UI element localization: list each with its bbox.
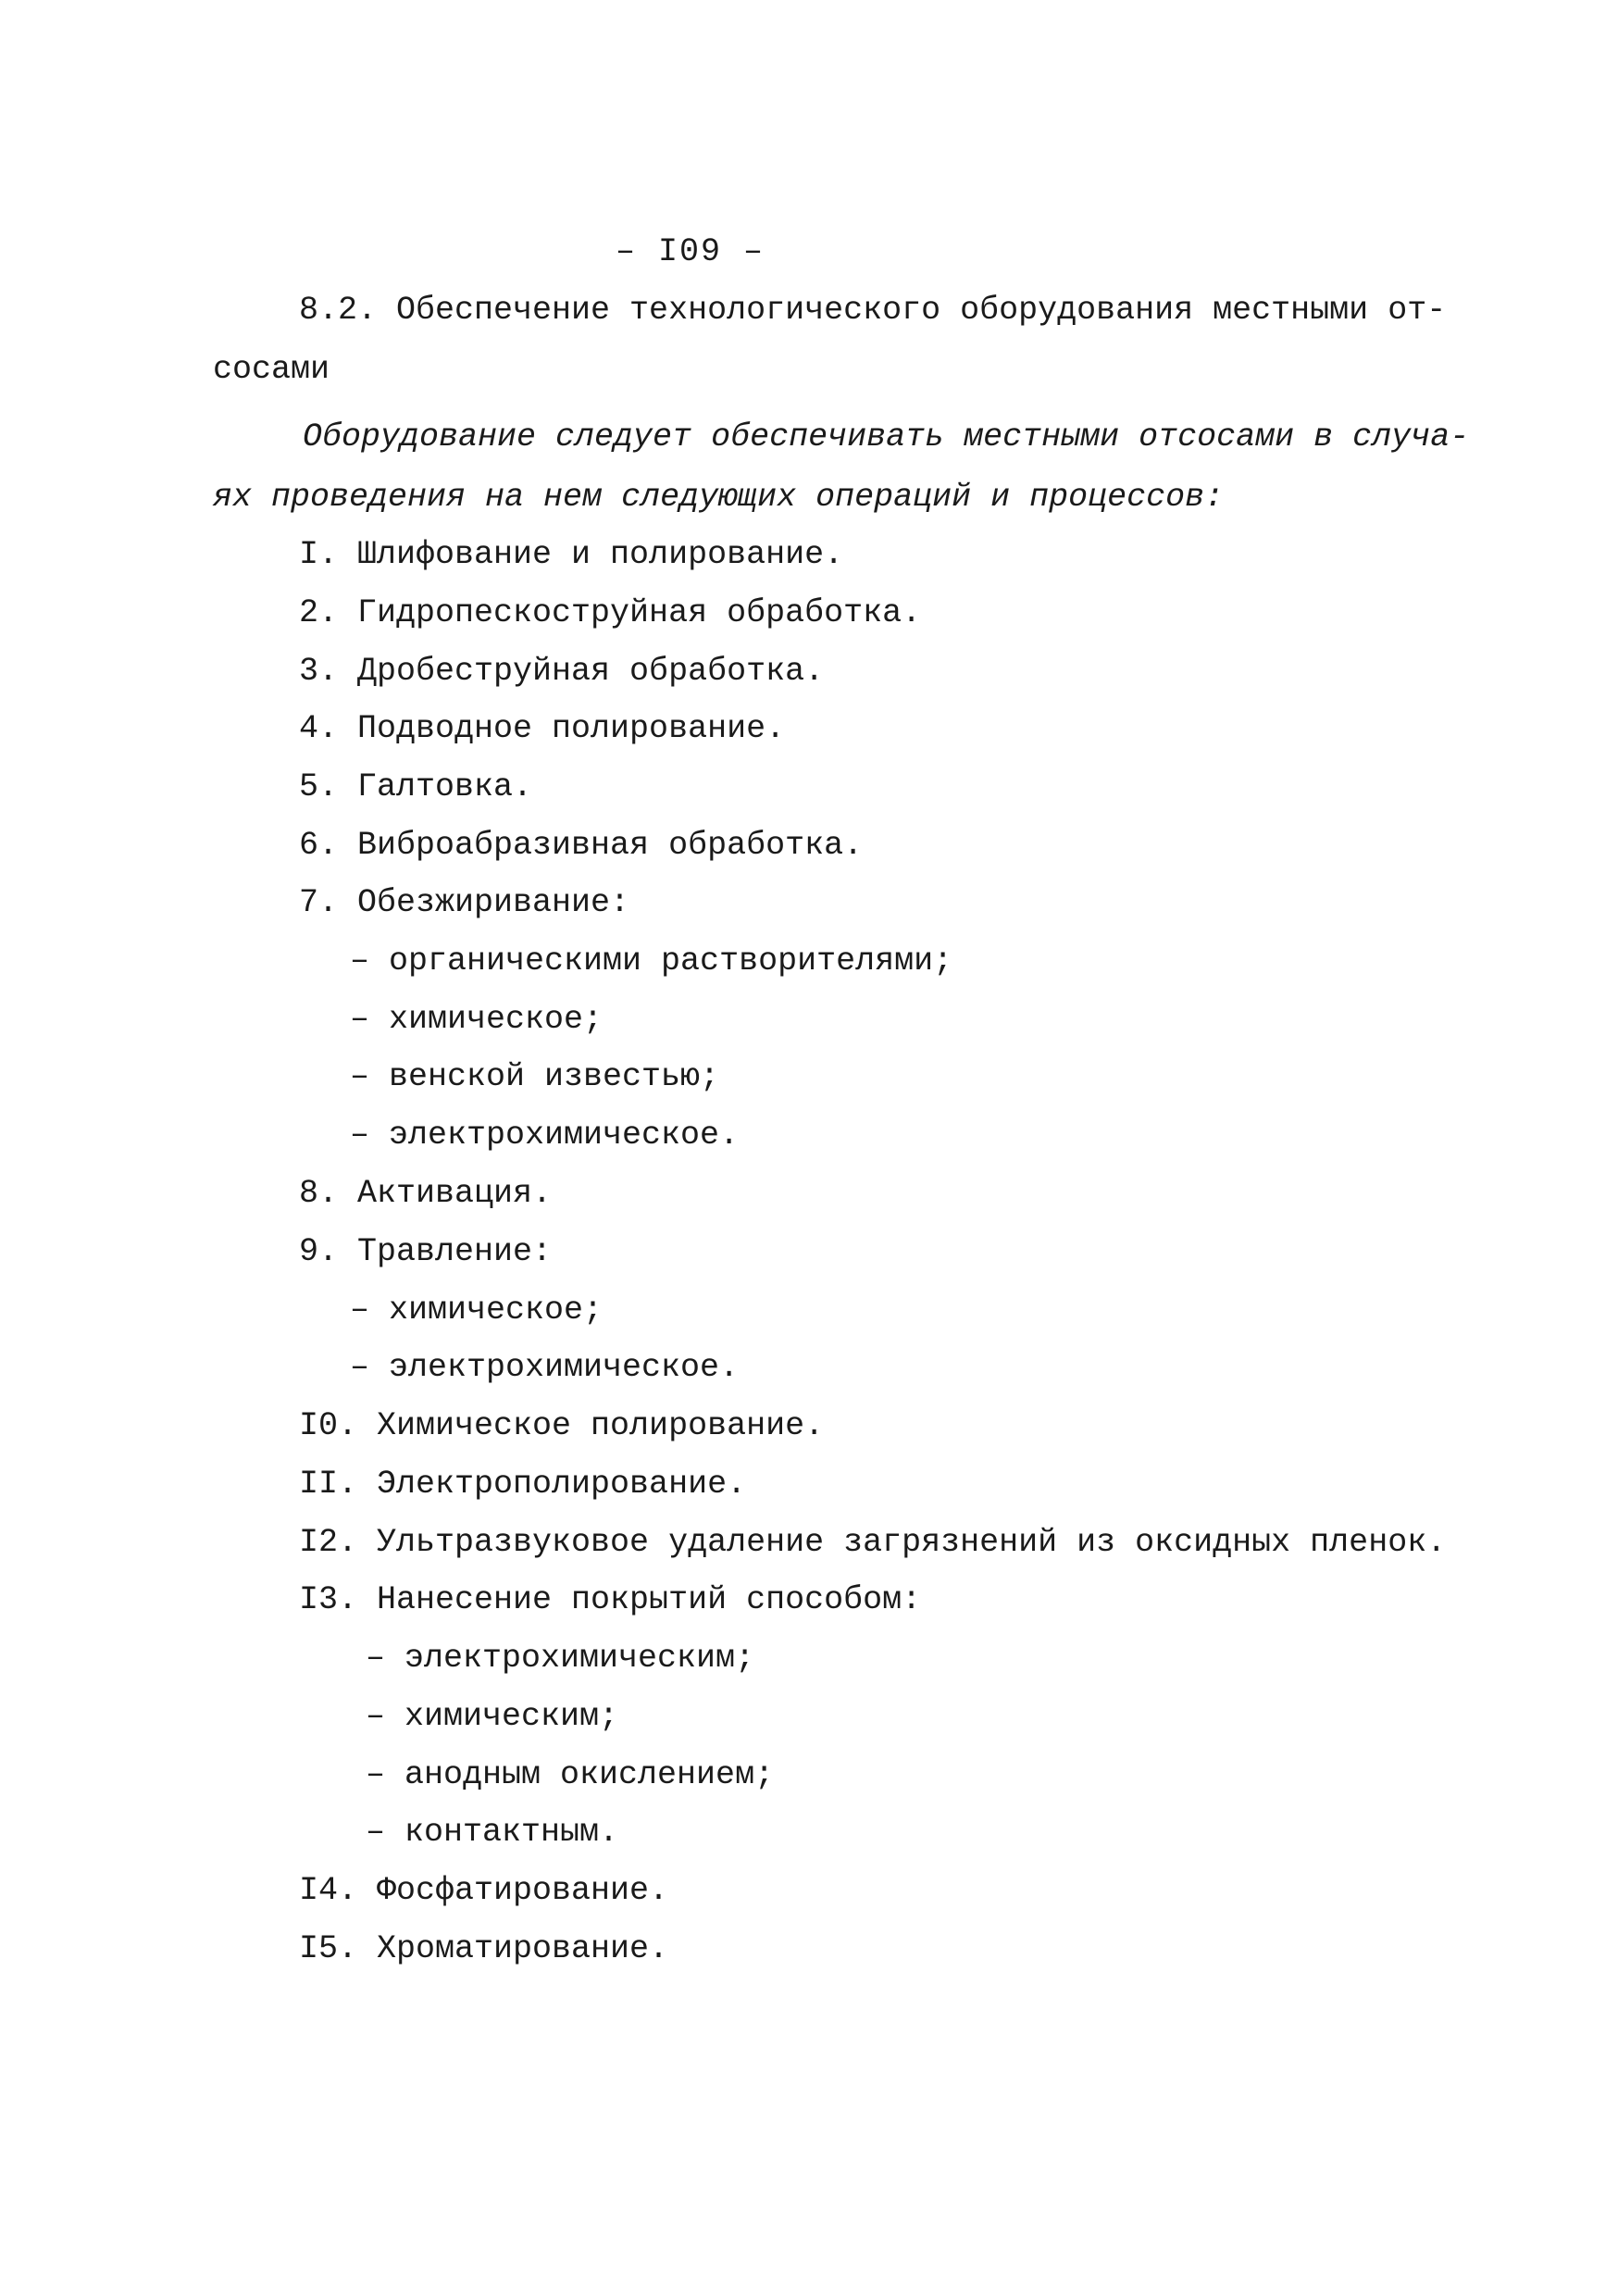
page-number: – I09 – xyxy=(616,233,765,270)
section-title-line-2: сосами xyxy=(213,351,330,388)
list-item: 2. Гидропескоструйная обработка. xyxy=(299,594,922,631)
list-item: 4. Подводное полирование. xyxy=(299,710,786,747)
intro-paragraph-line-2: ях проведения на нем следующих операций и процессов: xyxy=(213,479,1225,516)
list-item: 7. Обезжиривание: xyxy=(299,884,630,921)
section-title-line-1: 8.2. Обеспечение технологического оборудования местными от- xyxy=(299,292,1447,329)
list-subitem: – электрохимическим; xyxy=(366,1640,755,1677)
list-subitem: – электрохимическое. xyxy=(350,1349,740,1386)
list-item: 9. Травление: xyxy=(299,1233,553,1270)
list-subitem: – контактным. xyxy=(366,1814,619,1851)
list-subitem: – химическим; xyxy=(366,1698,619,1735)
list-subitem: – электрохимическое. xyxy=(350,1117,740,1154)
list-subitem: – венской известью; xyxy=(350,1058,720,1095)
intro-paragraph-line-1: Оборудование следует обеспечивать местными отсосами в случа- xyxy=(303,418,1470,455)
list-item: I0. Химическое полирование. xyxy=(299,1407,825,1444)
list-item: 3. Дробеструйная обработка. xyxy=(299,653,825,690)
list-item: I4. Фосфатирование. xyxy=(299,1872,669,1909)
list-item: 6. Виброабразивная обработка. xyxy=(299,827,864,864)
list-item: I. Шлифование и полирование. xyxy=(299,536,844,573)
list-subitem: – анодным окислением; xyxy=(366,1756,775,1793)
list-subitem: – органическими растворителями; xyxy=(350,942,953,980)
list-subitem: – химическое; xyxy=(350,1292,604,1329)
list-item: I2. Ультразвуковое удаление загрязнений из оксидных пленок. xyxy=(299,1524,1447,1561)
list-item: II. Электрополирование. xyxy=(299,1466,747,1503)
list-item: 8. Активация. xyxy=(299,1175,553,1212)
list-item: I3. Нанесение покрытий способом: xyxy=(299,1581,922,1618)
list-item: I5. Хроматирование. xyxy=(299,1930,669,1967)
list-subitem: – химическое; xyxy=(350,1001,604,1038)
list-item: 5. Галтовка. xyxy=(299,768,533,805)
